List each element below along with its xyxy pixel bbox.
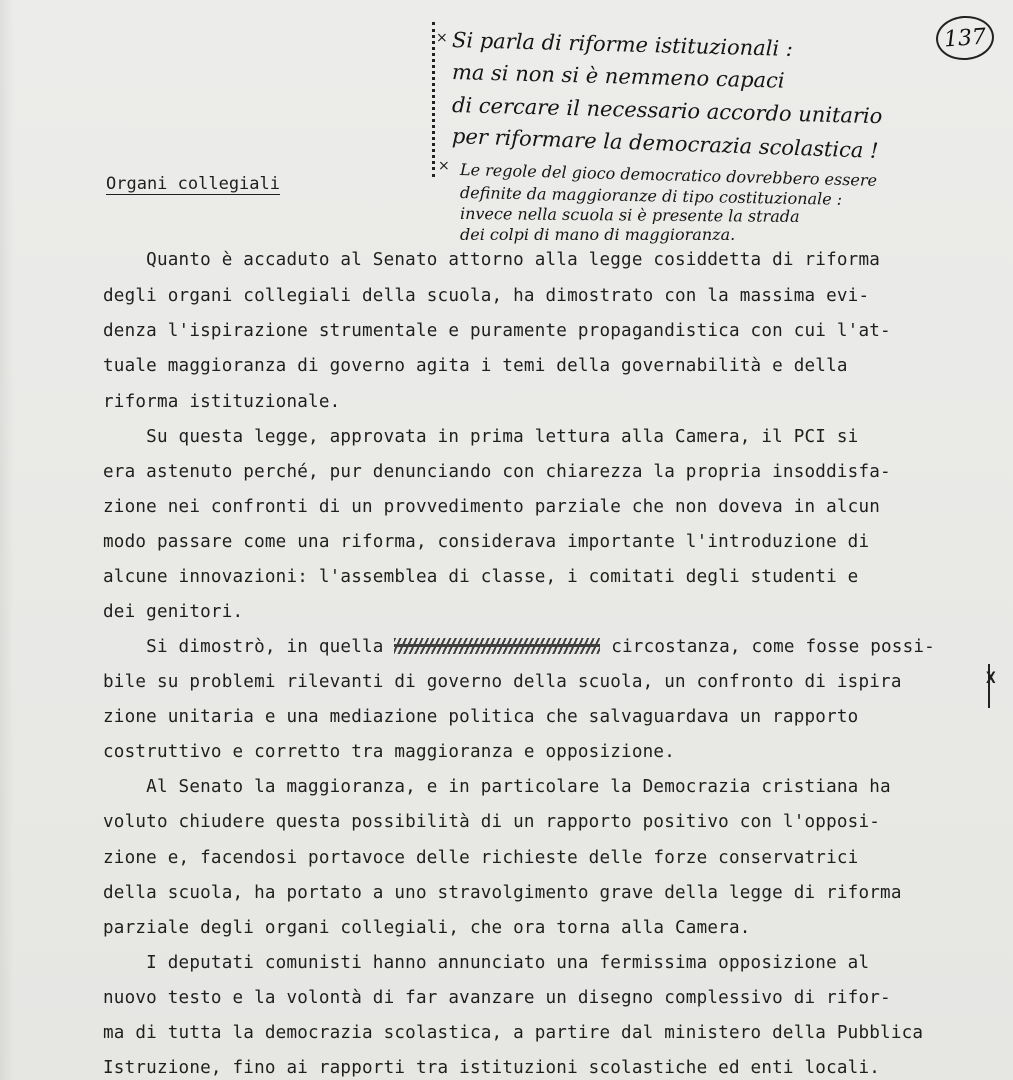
page-number: 137 bbox=[935, 14, 996, 62]
body-line: alcune innovazioni: l'assemblea di classe, i comitati degli studenti e bbox=[103, 567, 859, 587]
body-line: parziale degli organi collegiali, che ora torna alla Camera. bbox=[103, 918, 751, 938]
handwritten-note-line: ma si non si è nemmeno capaci bbox=[451, 60, 785, 93]
handwritten-note-line: dei colpi di mano di maggioranza. bbox=[460, 225, 736, 244]
body-line: voluto chiudere questa possibilità di un rapporto positivo con l'opposi- bbox=[103, 812, 881, 832]
body-line: nuovo testo e la volontà di far avanzare un disegno complessivo di rifor- bbox=[103, 988, 891, 1008]
body-line: era astenuto perché, pur denunciando con chiarezza la propria insoddisfa- bbox=[103, 462, 891, 482]
body-line: ma di tutta la democrazia scolastica, a partire dal ministero della Pubblica bbox=[103, 1023, 924, 1043]
margin-correction-x: X bbox=[986, 668, 996, 687]
body-line: Istruzione, fino ai rapporti tra istituzioni scolastiche ed enti locali. bbox=[103, 1058, 881, 1078]
handwritten-note-line: invece nella scuola si è presente la strada bbox=[459, 204, 800, 226]
body-line: denza l'ispirazione strumentale e puramente propagandistica con cui l'at- bbox=[103, 321, 891, 341]
handwritten-note-line: per riformare la democrazia scolastica ! bbox=[451, 124, 879, 163]
body-line-segment: possi- bbox=[870, 637, 935, 657]
handwritten-note-line: Le regole del gioco democratico dovrebbero essere bbox=[459, 160, 878, 190]
handwritten-note-line: di cercare il necessario accordo unitario bbox=[451, 93, 883, 129]
handwritten-note-line: definite da maggioranze di tipo costituzionale : bbox=[459, 183, 843, 209]
annotation-bullet-icon: × bbox=[438, 158, 450, 174]
section-heading: Organi collegiali bbox=[106, 174, 280, 194]
body-line-segment: Si dimostrò, in quella bbox=[103, 637, 384, 657]
body-line: costruttivo e corretto tra maggioranza e opposizione. bbox=[103, 742, 675, 762]
body-line-segment: circostanza, come fosse bbox=[600, 637, 871, 657]
body-line: tuale maggioranza di governo agita i temi della governabilità e della bbox=[103, 356, 848, 376]
body-line: Quanto è accaduto al Senato attorno alla legge cosiddetta di riforma bbox=[103, 250, 881, 270]
annotation-bullet-icon: × bbox=[436, 30, 448, 46]
body-line: modo passare come una riforma, considerava importante l'introduzione di bbox=[103, 532, 870, 552]
body-line: dei genitori. bbox=[103, 602, 244, 622]
body-line: della scuola, ha portato a uno stravolgimento grave della legge di riforma bbox=[103, 883, 902, 903]
page-edge-shadow bbox=[0, 0, 14, 1080]
body-line: zione unitaria e una mediazione politica che salvaguardava un rapporto bbox=[103, 707, 859, 727]
body-line: zione nei confronti di un provvedimento parziale che non doveva in alcun bbox=[103, 497, 881, 517]
body-line-with-strikeout bbox=[103, 637, 935, 657]
handwritten-note-line: Si parla di riforme istituzionali : bbox=[451, 28, 794, 61]
body-line: Al Senato la maggioranza, e in particolare la Democrazia cristiana ha bbox=[103, 777, 891, 797]
body-line: Su questa legge, approvata in prima lettura alla Camera, il PCI si bbox=[103, 427, 859, 447]
body-line: zione e, facendosi portavoce delle richieste delle forze conservatrici bbox=[103, 848, 859, 868]
body-line: riforma istituzionale. bbox=[103, 392, 341, 412]
struck-out-word bbox=[394, 638, 600, 654]
body-line: degli organi collegiali della scuola, ha dimostrato con la massima evi- bbox=[103, 286, 870, 306]
annotation-margin-bar bbox=[422, 22, 435, 177]
body-line: bile su problemi rilevanti di governo della scuola, un confronto di ispira bbox=[103, 672, 902, 692]
body-line: I deputati comunisti hanno annunciato una fermissima opposizione al bbox=[103, 953, 870, 973]
